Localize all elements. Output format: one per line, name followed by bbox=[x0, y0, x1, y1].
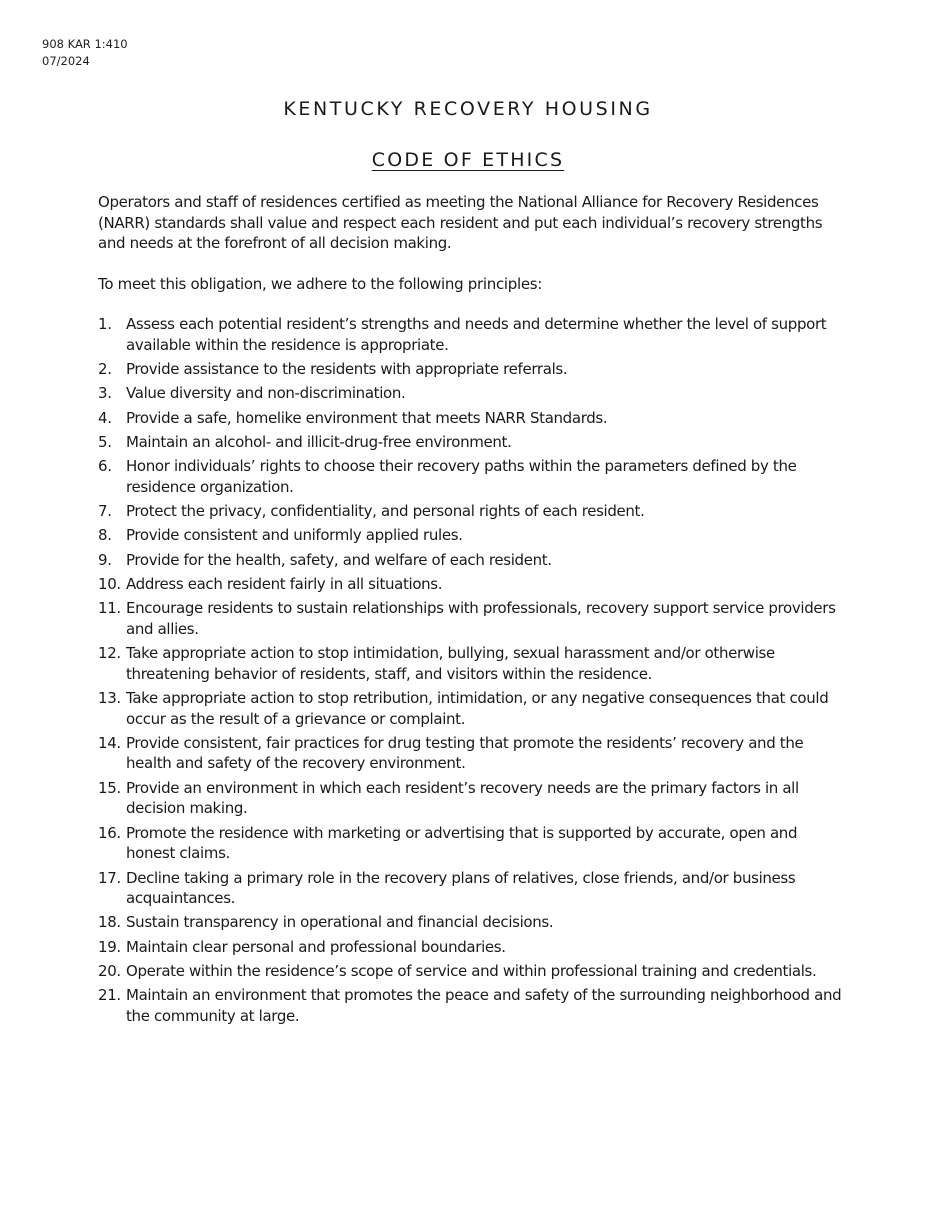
principle-number: 13. bbox=[98, 689, 121, 708]
principle-item bbox=[98, 961, 843, 982]
document-body bbox=[98, 192, 843, 1030]
principle-text: Address each resident fairly in all situations. bbox=[126, 575, 443, 594]
principle-item bbox=[98, 383, 843, 404]
principle-text: Assess each potential resident’s strengths and needs and determine whether the level of support available within the residence is appropriate. bbox=[126, 315, 827, 354]
principle-text: Provide consistent and uniformly applied rules. bbox=[126, 526, 463, 545]
principles-list bbox=[98, 314, 843, 1026]
principle-number: 8. bbox=[98, 526, 112, 545]
revision-date: 07/2024 bbox=[42, 54, 90, 68]
principle-item bbox=[98, 868, 843, 909]
principle-item bbox=[98, 733, 843, 774]
principle-text: Promote the residence with marketing or advertising that is supported by accurate, open and honest claims. bbox=[126, 823, 798, 863]
principle-text: Protect the privacy, confidentiality, and personal rights of each resident. bbox=[126, 502, 645, 521]
principle-text: Maintain an environment that promotes the peace and safety of the surrounding neighborhood and the community at large. bbox=[126, 986, 842, 1025]
principle-number: 17. bbox=[98, 868, 121, 887]
page-subtitle: CODE OF ETHICS bbox=[371, 149, 565, 171]
principle-item bbox=[98, 359, 843, 380]
principle-number: 11. bbox=[98, 599, 121, 618]
principle-number: 3. bbox=[98, 384, 112, 403]
principle-text: Provide consistent, fair practices for drug testing that promote the residents’ recovery and the health and safety of the recovery environment. bbox=[126, 733, 804, 773]
principle-number: 2. bbox=[98, 359, 112, 378]
principle-text: Decline taking a primary role in the recovery plans of relatives, close friends, and/or business acquaintances. bbox=[126, 868, 796, 907]
principle-text: Value diversity and non-discrimination. bbox=[126, 384, 406, 403]
principle-item bbox=[98, 314, 843, 355]
principle-number: 9. bbox=[98, 550, 112, 569]
principle-item bbox=[98, 574, 843, 595]
lead-paragraph: To meet this obligation, we adhere to the following principles: bbox=[98, 274, 543, 293]
principle-text: Maintain an alcohol- and illicit-drug-free environment. bbox=[126, 432, 512, 451]
document-reference-block bbox=[42, 36, 128, 70]
principle-text: Provide a safe, homelike environment that meets NARR Standards. bbox=[126, 408, 608, 427]
regulation-reference: 908 KAR 1:410 bbox=[42, 37, 128, 51]
principle-number: 12. bbox=[98, 644, 121, 663]
principle-number: 15. bbox=[98, 778, 121, 797]
principle-text: Operate within the residence’s scope of service and within professional training and credentials. bbox=[126, 962, 817, 981]
principle-item bbox=[98, 985, 843, 1026]
principle-text: Take appropriate action to stop intimidation, bullying, sexual harassment and/or otherwise threatening behavior of residents, staff, and visitors within the residence. bbox=[126, 644, 775, 683]
principle-text: Sustain transparency in operational and financial decisions. bbox=[126, 913, 554, 932]
principle-item bbox=[98, 778, 843, 819]
principle-number: 5. bbox=[98, 432, 112, 451]
principle-number: 19. bbox=[98, 937, 121, 956]
principle-text: Provide for the health, safety, and welfare of each resident. bbox=[126, 550, 552, 569]
principle-number: 14. bbox=[98, 733, 121, 752]
principle-number: 7. bbox=[98, 502, 112, 521]
page-title: KENTUCKY RECOVERY HOUSING bbox=[283, 98, 653, 120]
principle-text: Provide an environment in which each resident’s recovery needs are the primary factors in all decision making. bbox=[126, 778, 799, 818]
principle-text: Honor individuals’ rights to choose their recovery paths within the parameters defined by the residence organization. bbox=[126, 457, 797, 496]
intro-paragraph: Operators and staff of residences certified as meeting the National Alliance for Recovery Residences (NARR) standards shall value and respect each resident and put each individual’s recovery strengths and needs at the forefront of all decision making. bbox=[98, 193, 823, 252]
principle-number: 16. bbox=[98, 823, 121, 842]
principle-number: 1. bbox=[98, 315, 112, 333]
principle-item bbox=[98, 598, 843, 639]
principle-item bbox=[98, 408, 843, 429]
principle-text: Encourage residents to sustain relationships with professionals, recovery support service providers and allies. bbox=[126, 599, 836, 638]
principle-text: Maintain clear personal and professional boundaries. bbox=[126, 937, 506, 956]
principle-number: 6. bbox=[98, 457, 112, 476]
principle-text: Take appropriate action to stop retribution, intimidation, or any negative consequences that could occur as the result of a grievance or complaint. bbox=[126, 689, 829, 728]
principle-item bbox=[98, 550, 843, 571]
principle-item bbox=[98, 456, 843, 497]
principle-number: 4. bbox=[98, 408, 112, 427]
principle-item bbox=[98, 937, 843, 958]
principle-item bbox=[98, 432, 843, 453]
principle-number: 20. bbox=[98, 962, 121, 981]
principle-number: 18. bbox=[98, 913, 121, 932]
principle-item bbox=[98, 823, 843, 864]
principle-item bbox=[98, 643, 843, 684]
principle-number: 21. bbox=[98, 986, 121, 1005]
principle-item bbox=[98, 912, 843, 933]
principle-item bbox=[98, 688, 843, 729]
principle-number: 10. bbox=[98, 575, 121, 594]
principle-item bbox=[98, 525, 843, 546]
principle-item bbox=[98, 501, 843, 522]
principle-text: Provide assistance to the residents with appropriate referrals. bbox=[126, 359, 568, 378]
